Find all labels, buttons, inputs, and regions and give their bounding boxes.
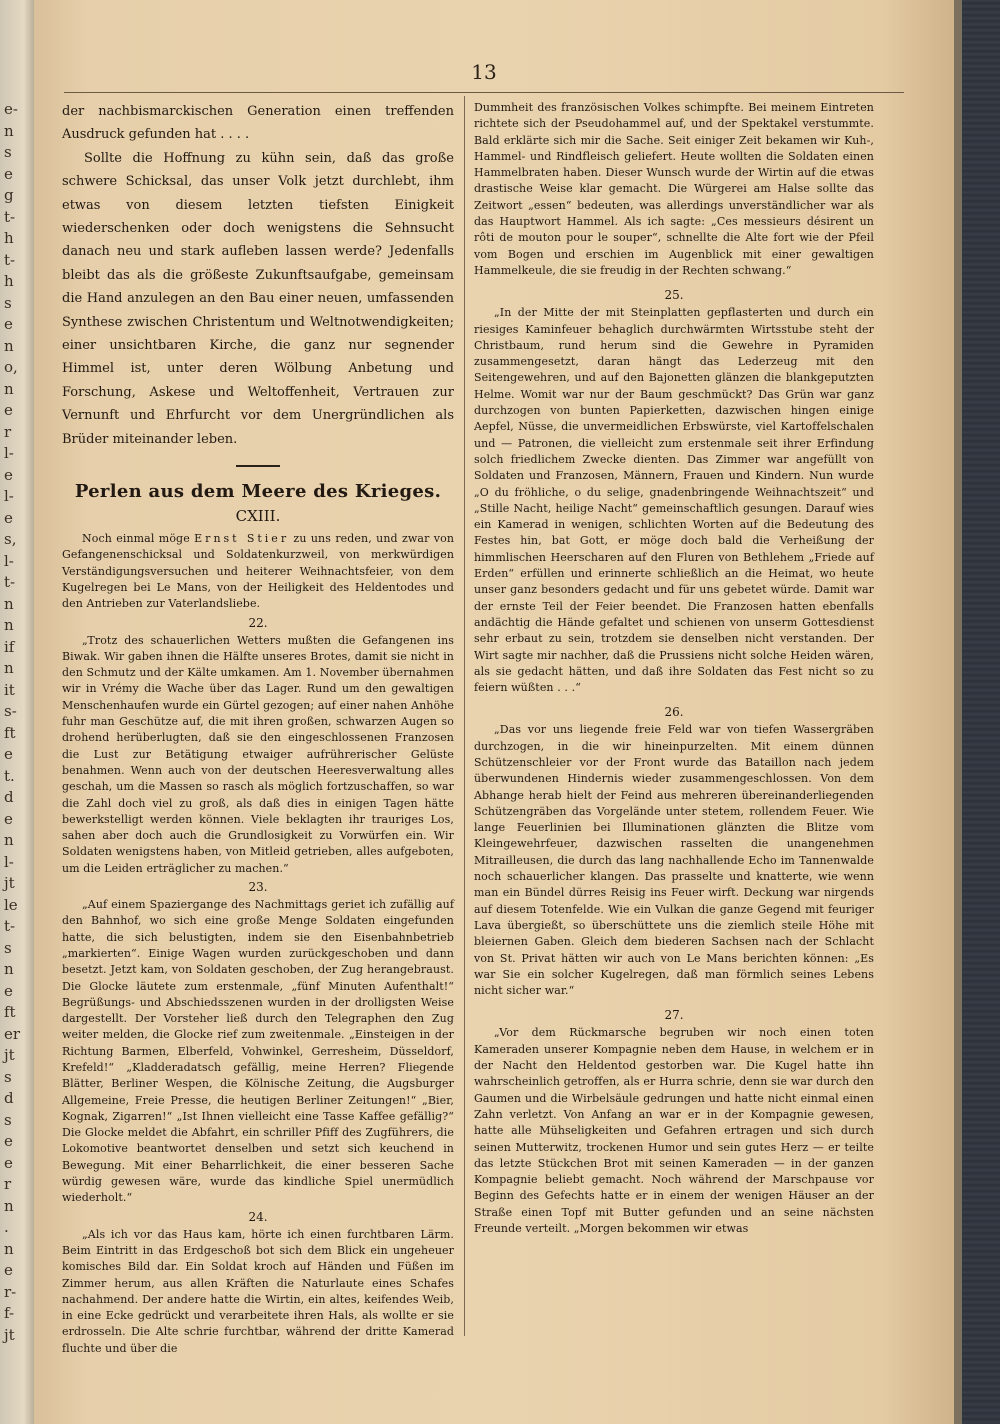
section-27-text: „Vor dem Rückmarsche begruben wir noch einen toten Kameraden unserer Kompagnie neben dem Hause, in welchem er in der Nacht den Heldentod gestorben war. Die Kugel hatte ihn wahrscheinlich getroffen, als er Hurra schrie, denn sie war durch den Gaumen und die Wirbelsäule gedrungen und hatte nicht einmal einen Zahn verletzt. Von Anfang an war er in der Kompagnie gewesen, hatte alle Mühseligkeiten und Gefahren ertragen und sich durch seinen Mutterwitz, trockenen Humor und sein gutes Herz — er teilte das letzte Stückchen Brot mit seinen Kameraden — in der ganzen Kompagnie beliebt gemacht. Noch während der Marschpause vor Beginn des Gefechts hatte er in einem der wenigen Häuser an der Straße einen Topf mit Butter gefunden und an seine nächsten Freunde verteilt. „Morgen bekommen wir etwas xyxy=(474,1026,874,1235)
article-number: CXIII. xyxy=(235,507,281,526)
edge-letter: n xyxy=(4,659,14,677)
edge-letter: n xyxy=(4,616,14,634)
edge-letter: r xyxy=(4,1175,12,1193)
book-page xyxy=(34,0,954,1424)
header-rule xyxy=(64,92,904,93)
edge-letter: s xyxy=(4,1110,12,1129)
edge-letter: e xyxy=(4,1153,13,1172)
section-24-text-start: „Als ich vor das Haus kam, hörte ich einen furchtbaren Lärm. Beim Eintritt in das Erdgeschoß bot sich dem Blick ein ungeheuer komisches Bild dar. Ein Soldat kroch auf Händen und Füßen im Zimmer herum, aus allen Kräften die Naturlaute eines Schafes nachahmend. Der andere hatte die Wirtin, ein altes, keifendes Weib, in eine Ecke gedrückt und verarbeitete ihren Hals, als wollte er sie erdrosseln. Die Alte schrie furchtbar, während der dritte Kamerad fluchte und über die xyxy=(62,1227,454,1355)
article-headline: Perlen aus dem Meere des Krieges. xyxy=(74,481,442,503)
lead-paragraph xyxy=(62,531,454,612)
edge-letter: er xyxy=(4,1024,21,1043)
edge-letter: r xyxy=(4,422,12,441)
edge-letter: s, xyxy=(4,530,17,548)
edge-letter: n xyxy=(4,121,14,140)
section-number-22: 22. xyxy=(248,615,268,630)
edge-letter: n xyxy=(4,1196,14,1215)
edge-letter: s- xyxy=(4,702,17,720)
edge-letter: l- xyxy=(4,487,14,505)
edge-letter: d xyxy=(4,788,14,806)
edge-letter: e xyxy=(4,1132,13,1150)
column-divider xyxy=(464,96,465,1336)
edge-letter: t- xyxy=(4,207,16,226)
edge-letter: o, xyxy=(4,358,18,376)
section-number-27: 27. xyxy=(664,1008,684,1023)
edge-letter: ft xyxy=(4,723,16,742)
intro-paragraph-2: Sollte die Hoffnung zu kühn sein, daß das große schwere Schicksal, das unser Volk jetzt durchlebt, ihm etwas von diesem letzten tiefsten Einigkeit wiederschenken oder doch wenigstens die Sehnsucht danach neu und stark aufleben lassen werde? Jedenfalls bleibt das als die größeste Zukunftsaufgabe, gemeinsam die Hand anzulegen an den Bau einer neuen, umfassenden Synthese zwischen Christentum und Weltnotwendigkeiten; einer unsichtbaren Kirche, die ganz nur segnender Himmel ist, unter deren Wölbung Anbetung und Forschung, Askese und Weltoffenheit, Vertrauen zur Vernunft und Ehrfurcht vor dem Unergründlichen als Brüder miteinander leben. xyxy=(62,150,454,447)
section-26-text: „Das vor uns liegende freie Feld war von tiefen Wassergräben durchzogen, in die wir hineinpurzelten. Mit einem dünnen Schützenschleier vor der Front wurde das Bataillon nach jedem überwundenen Hindernis wieder zusammengeschlossen. Von dem Abhange herab hielt der Feind aus mehreren übereinanderliegenden Schützengräben das Vorgelände unter stetem, rollendem Feuer. Wie lange Feuerlinien bei Illuminationen glänzten die Blitze vom Kleingewehrfeuer, dazwischen rasselten die unangenehmen Mitrailleusen, die durch das lang nachhallende Echo im Tannenwalde noch schauerlicher klangen. Das prasselte und knatterte, wie wenn man ein Bündel dürres Reisig ins Feuer wirft. Deckung war nirgends auf diesem Totenfelde. Wie ein Vulkan die ganze Gegend mit feuriger Lava übergießt, so überschüttete uns die ziemlich steile Höhe mit bleiernen Gaben. Gleich dem biederen Sachsen nach der Schlacht von St. Privat hätten wir auch von Le Mans berichten können: „Es war Sie ein solcher Kugelregen, daß man förmlich seines Lebens nicht sicher war.“ xyxy=(474,723,874,998)
edge-letter: e xyxy=(4,745,13,763)
edge-letter: t- xyxy=(4,250,16,269)
edge-letter: n xyxy=(4,594,14,613)
section-number-23: 23. xyxy=(248,880,268,895)
lead-text-end: zu uns reden, und zwar von Gefangenenschicksal und Soldatenkurzweil, von merkwürdigen Verständigungsversuchen und heiterer Weihnachtsfeier, von dem Kugelregen bei Le Mans, von der Heiligkeit des Heldentodes und den Antrieben zur Vaterlandsliebe. xyxy=(62,532,455,611)
page-number: 13 xyxy=(471,60,497,84)
edge-letter: l- xyxy=(4,551,14,570)
edge-letter: d xyxy=(4,1089,14,1107)
edge-letter: l- xyxy=(4,444,14,462)
lead-text-start: Noch einmal möge xyxy=(82,532,195,546)
edge-letter: e xyxy=(4,809,13,828)
edge-letter: s xyxy=(4,143,12,161)
intro-paragraph-1: der nachbismarckischen Generation einen treffenden Ausdruck gefunden hat . . . . xyxy=(62,104,454,143)
edge-letter: e xyxy=(4,465,13,484)
section-rule xyxy=(236,465,280,467)
edge-letter: e xyxy=(4,508,13,527)
edge-letter: h xyxy=(4,272,14,290)
edge-letter: n xyxy=(4,336,14,355)
edge-letter: l- xyxy=(4,852,14,871)
edge-letter: n xyxy=(4,379,14,398)
edge-letter: if xyxy=(4,637,15,656)
edge-letter: n xyxy=(4,1239,14,1258)
edge-letter: h xyxy=(4,229,14,247)
edge-letter: t- xyxy=(4,573,16,591)
edge-letter: f- xyxy=(4,1304,15,1322)
edge-letter: e- xyxy=(4,100,18,118)
edge-letter: g xyxy=(4,186,14,204)
edge-letter: e xyxy=(4,315,13,333)
edge-letter: e xyxy=(4,401,13,419)
edge-letter: n xyxy=(4,831,14,849)
left-column xyxy=(62,100,454,1357)
edge-letter: t. xyxy=(4,766,15,785)
edge-letter: e xyxy=(4,164,13,183)
edge-letter: s xyxy=(4,293,12,312)
section-number-24: 24. xyxy=(248,1209,268,1224)
edge-letter: jt xyxy=(4,874,15,892)
edge-letter: r- xyxy=(4,1282,17,1301)
section-number-25: 25. xyxy=(664,288,684,303)
edge-letter: it xyxy=(4,680,15,699)
edge-letter: . xyxy=(4,1218,9,1236)
author-name: Ernst Stier xyxy=(194,532,290,546)
edge-letter: s xyxy=(4,1067,12,1086)
edge-letter: e xyxy=(4,1261,13,1279)
edge-letter: e xyxy=(4,981,13,1000)
edge-letter: t- xyxy=(4,917,16,935)
right-column xyxy=(474,100,874,1237)
edge-letter: s xyxy=(4,938,12,957)
edge-letter: le xyxy=(4,895,18,914)
edge-letter: jt xyxy=(4,1046,15,1064)
section-22-text: „Trotz des schauerlichen Wetters mußten die Gefangenen ins Biwak. Wir gaben ihnen die Hälfte unseres Brotes, damit sie nicht in den Schmutz und der Kälte umkamen. Am 1. November übernahmen wir in Vrémy die Wache über das Lager. Rund um den gewaltigen Menschenhaufen wurde ein Gürtel gezogen; auf einer nahen Anhöhe fuhr man Geschütze auf, die mit ihren großen, schwarzen Augen so drohend herüberlugten, daß sie den eingeschlossenen Franzosen die Lust zur Betätigung etwaiger aufrührerischer Gelüste benahmen. Wenn auch von der deutschen Heeresverwaltung alles geschah, um die Massen so rasch als möglich fortzuschaffen, so war die Zahl doch viel zu groß, als daß dies in einigen Tagen hätte bewerkstelligt werden können. Viele beklagten ihr trauriges Los, sahen aber doch auch die Grundlosigkeit zu Vorwürfen ein. Wir Soldaten wenigstens haben, von Mitleid getrieben, alles aufgeboten, um die Leiden erträglicher zu machen.“ xyxy=(62,633,454,875)
section-25-text: „In der Mitte der mit Steinplatten gepflasterten und durch ein riesiges Kaminfeuer behaglich durchwärmten Wirtsstube steht der Christbaum, rund herum sind die Gewehre in Pyramiden zusammengesetzt, daran hängt das Lederzeug mit den Seitengewehren, und auf den Bajonetten glänzen die blankgeputzten Helme. Womit war nur der Baum geschmückt? Das Grün war ganz durchzogen von bunten Papierketten, dazwischen hingen einige Aepfel, Nüsse, die unvermeidlichen Erbswürste, viel Kartoffelschalen und — Patronen, die vielleicht zum erstenmale seit ihrer Erfindung solch friedlichem Zwecke dienten. Das Zimmer war angefüllt von Soldaten und Franzosen, Männern, Frauen und Kindern. Nun wurde „O du fröhliche, o du selige, gnadenbringende Weihnachtszeit“ und „Stille Nacht, heilige Nacht“ gemeinschaftlich gesungen. Darauf wies ein Kamerad in wenigen, schlichten Worten auf die Bedeutung des Festes hin, bat Gott, er möge doch bald die Verheißung der himmlischen Heerscharen auf den Fluren von Bethlehem „Friede auf Erden“ erfüllen und erinnerte schließlich an die Heimat, wo heute unser ganz besonders gedacht und für uns gebetet würde. Damit war der ernste Teil der Feier beendet. Die Franzosen hatten ebenfalls andächtig die Hände gefaltet und schienen von unserm Gottesdienst sehr erbaut zu sein, trotzdem sie denselben nicht verstanden. Der Wirt sagte mir nachher, daß die Prussiens nicht solche Heiden wären, als sie gedacht hätten, und daß ihre Soldaten das Fest nicht so zu feiern wüßten . . .“ xyxy=(474,306,874,695)
book-binding xyxy=(954,0,1000,1424)
section-number-26: 26. xyxy=(664,705,684,720)
section-24-text-continued: Dummheit des französischen Volkes schimpfte. Bei meinem Eintreten richtete sich der Pseudohammel auf, und der Spektakel verstummte. Bald erklärte sich mir die Sache. Seit einiger Zeit bekamen wir Kuh-, Hammel- und Rindfleisch geliefert. Heute wollten die Soldaten einen Hammelbraten haben. Dieser Wunsch wurde der Wirtin auf die etwas drastische Weise klar gemacht. Die Würgerei am Halse sollte das Zeitwort „essen“ bedeuten, was allerdings unverständlicher war als das Hauptwort Hammel. Als ich sagte: „Ces messieurs désirent un rôti de mouton pour le souper“, schnellte die Alte fort wie der Pfeil vom Bogen und erschien im Augenblick mit einer gewaltigen Hammelkeule, die sie freudig in der Rechten schwang.“ xyxy=(474,101,874,277)
adjacent-page-edge xyxy=(0,0,34,1424)
section-23-text: „Auf einem Spaziergange des Nachmittags geriet ich zufällig auf den Bahnhof, wo sich eine große Menge Soldaten eingefunden hatte, die sich belustigten, indem sie den Eisenbahnbetrieb „markierten“. Einige Wagen wurden zurückgeschoben und dann besetzt. Jetzt kam, von Soldaten geschoben, der Zug herangebraust. Die Glocke läutete zum erstenmale, „fünf Minuten Aufenthalt!“ Begrüßungs- und Abschiedsszenen wurden in der drolligsten Weise dargestellt. Der Vorsteher ließ durch den Telegraphen den Zug weiter melden, die Glocke rief zum zweitenmale. „Einsteigen in der Richtung Barmen, Elberfeld, Vohwinkel, Gerresheim, Düsseldorf, Krefeld!“ „Kladderadatsch gefällig, meine Herren? Fliegende Blätter, Berliner Wespen, die Kölnische Zeitung, die Augsburger Allgemeine, Freie Presse, die heutigen Berliner Zeitungen!“ „Bier, Kognak, Zigarren!“ „Ist Ihnen vielleicht eine Tasse Kaffee gefällig?“ Die Glocke meldet die Abfahrt, ein schriller Pfiff des Zugführers, die Lokomotive beantwortet denselben und setzt sich keuchend in Bewegung. Mit einer Beharrlichkeit, die einer besseren Sache würdig gewesen wäre, wurde das kindliche Spiel unermüdlich wiederholt.“ xyxy=(62,898,454,1205)
edge-letter: n xyxy=(4,960,14,978)
edge-letter: jt xyxy=(4,1325,15,1344)
edge-letter: ft xyxy=(4,1003,16,1021)
